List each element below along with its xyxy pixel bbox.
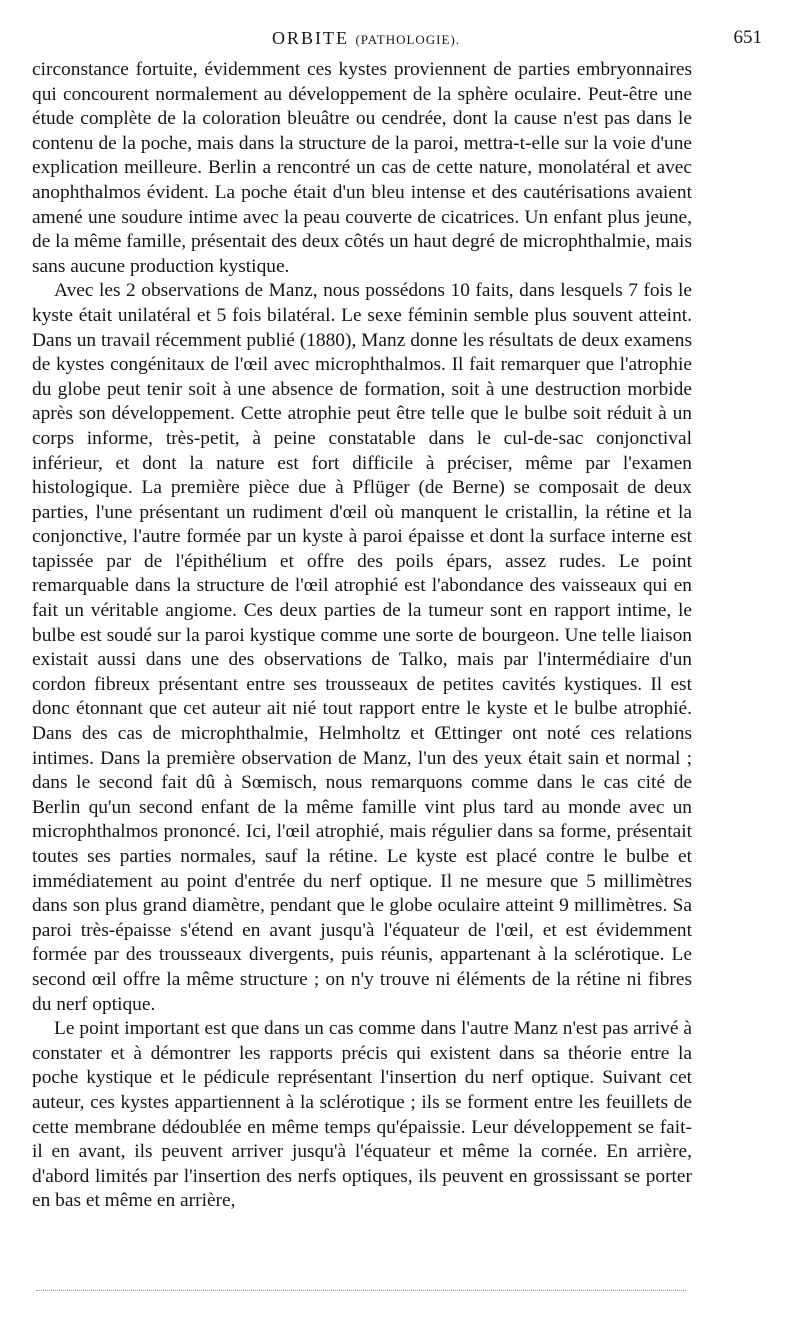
paragraph-continuation: circonstance fortuite, évidemment ces kystes proviennent de parties embryonnaires qui concourent normalement au développement de la sphère oculaire. Peut-être une étude complète de la coloration bleuâtre ou cendrée, dont la cause n'est pas dans le contenu de la poche, mais dans la structure de la paroi, mettra-t-elle sur la voie d'une explication meilleure. Berlin a rencontré un cas de cette nature, monolatéral et avec anophthalmos évident. La poche était d'un bleu intense et des cautérisations avaient amené une soudure intime avec la peau couverte de cicatrices. Un enfant plus jeune, de la même famille, présentait des deux côtés un haut degré de microphthalmie, mais sans aucune production kystique.	[32, 59, 692, 277]
running-title-subtitle: (PATHOLOGIE).	[355, 32, 461, 47]
running-title-main: ORBITE	[271, 28, 349, 48]
running-head	[32, 20, 762, 60]
footer-dotted-rule	[36, 1290, 686, 1291]
paragraph-important-point: Le point important est que dans un cas comme dans l'autre Manz n'est pas arrivé à constater et à démontrer les rapports précis qui existent dans sa théorie entre la poche kystique et le pédicule représentant l'insertion du nerf optique. Suivant cet auteur, ces kystes appartiennent à la sclérotique ; ils se forment entre les feuillets de cette membrane dédoublée en même temps qu'épaissie. Leur développement se fait-il en avant, ils peuvent arriver jusqu'à l'équateur et même la cornée. En arrière, d'abord limités par l'insertion des nerfs optiques, ils peuvent en grossissant se porter en bas et même en arrière,	[32, 1018, 692, 1212]
page-number: 651	[733, 27, 762, 48]
body-text	[32, 58, 692, 1214]
running-title	[32, 28, 700, 49]
paragraph-manz-observations: Avec les 2 observations de Manz, nous possédons 10 faits, dans lesquels 7 fois le kyste était unilatéral et 5 fois bilatéral. Le sexe féminin semble plus souvent atteint. Dans un travail récemment publié (1880), Manz donne les résultats de deux examens de kystes congénitaux de l'œil avec microphthalmos. Il fait remarquer que l'atrophie du globe peut tenir soit à une absence de formation, soit à une destruction morbide après son développement. Cette atrophie peut être telle que le bulbe soit réduit à un corps informe, très-petit, à peine constatable dans le cul-de-sac conjonctival inférieur, et dont la nature est fort difficile à préciser, même par l'examen histologique. La première pièce due à Pflüger (de Berne) se composait de deux parties, l'une présentant un rudiment d'œil où manquent le cristallin, la rétine et la conjonctive, l'autre formée par un kyste à paroi épaisse et dont la surface interne est tapissée par de l'épithélium et offre des poils épars, assez rudes. Le point remarquable dans la structure de l'œil atrophié est l'abondance des vaisseaux qui en fait un véritable angiome. Ces deux parties de la tumeur sont en rapport intime, le bulbe est soudé sur la paroi kystique comme une sorte de bourgeon. Une telle liaison existait aussi dans une des observations de Talko, mais par l'intermédiaire d'un cordon fibreux présentant entre ses trousseaux de petites cavités kystiques. Il est donc étonnant que cet auteur ait nié tout rapport entre le kyste et le bulbe atrophié. Dans des cas de microphthalmie, Helmholtz et Œttinger ont noté ces relations intimes. Dans la première observation de Manz, l'un des yeux était sain et normal ; dans le second fait dû à Sœmisch, nous remarquons comme dans le cas cité de Berlin qu'un second enfant de la même famille vint plus tard au monde avec un microphthalmos prononcé. Ici, l'œil atrophié, mais régulier dans sa forme, présentait toutes ses parties normales, sauf la rétine. Le kyste est placé contre le bulbe et immédiatement au point d'entrée du nerf optique. Il ne mesure que 5 millimètres dans son plus grand diamètre, pendant que le globe oculaire atteint 9 millimètres. Sa paroi très-épaisse s'étend en avant jusqu'à l'équateur de l'œil, et est évidemment formée par des trousseaux divergents, puis réunis, appartenant à la sclérotique. Le second œil offre la même structure ; on n'y trouve ni éléments de la rétine ni fibres du nerf optique.	[32, 280, 692, 1015]
